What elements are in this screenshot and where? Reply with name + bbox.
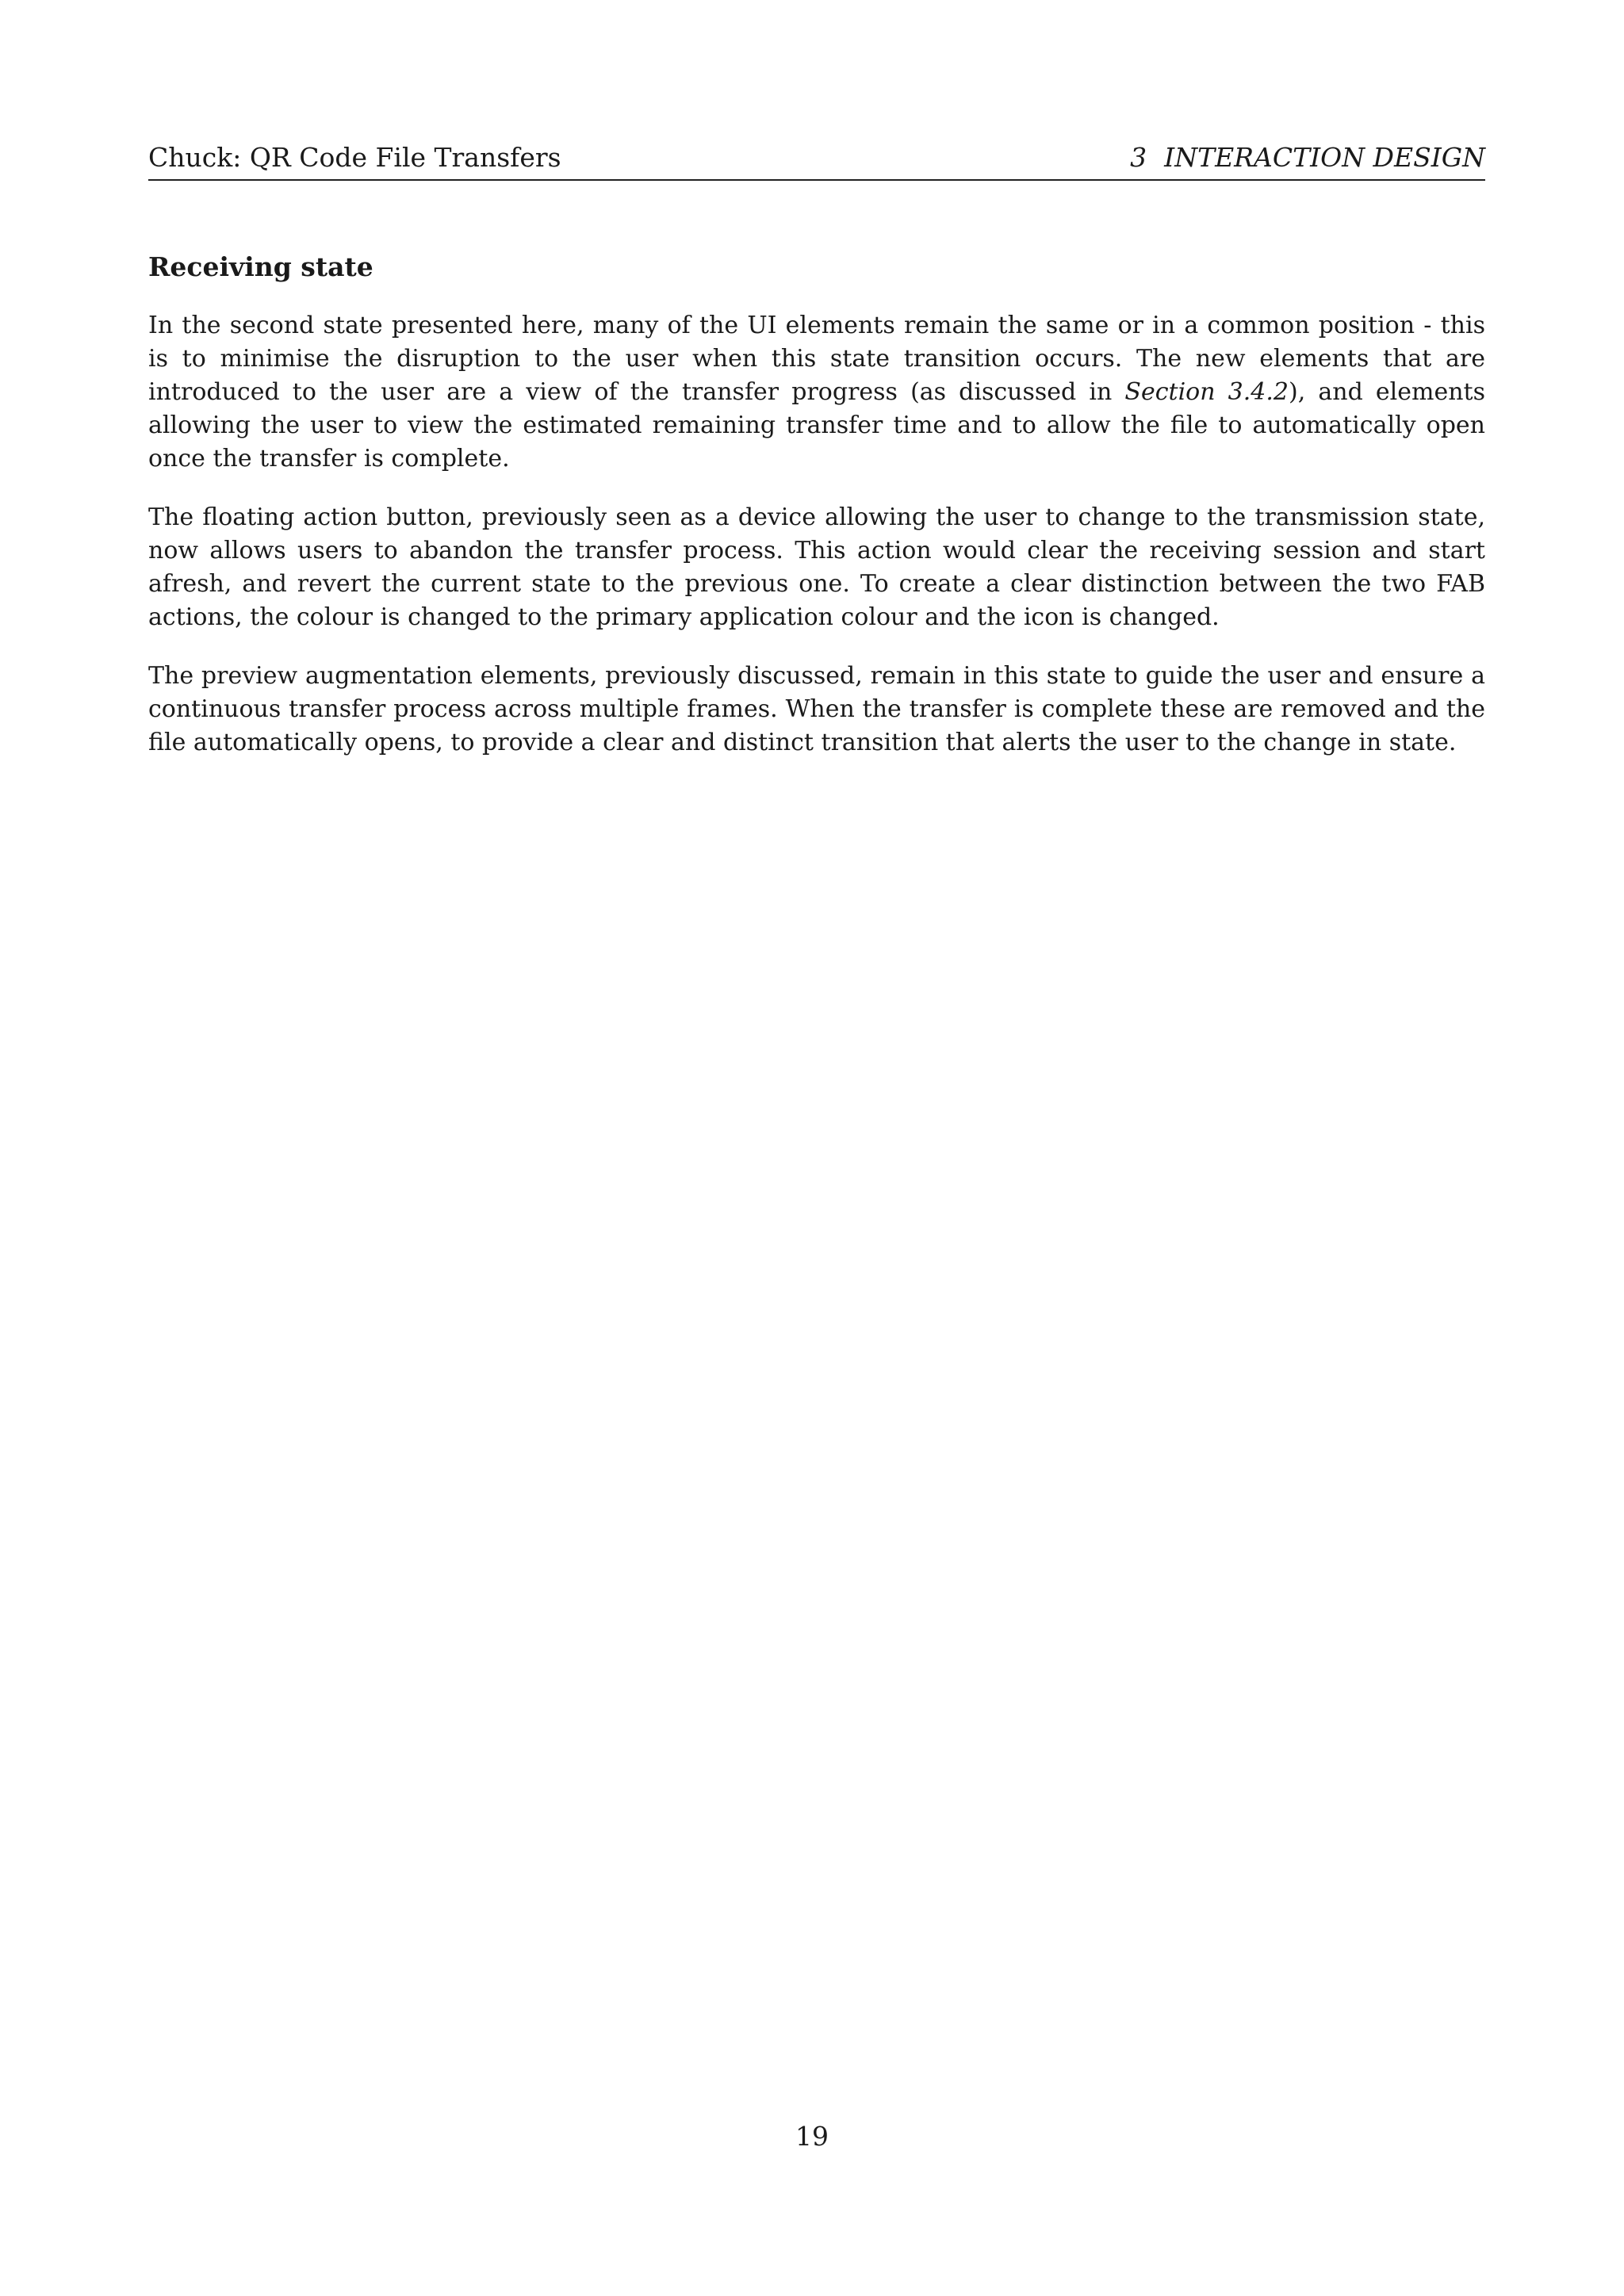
paragraph-1-text-start: In the second state presented here, many of the UI elements remain the same or in a common position - this is to minimise the disruption to the user when this state transition occurs. The new elements that are introduced to the user are a view of the transfer progress (as discussed in (148, 312, 1485, 406)
paragraph-2: The floating action button, previously seen as a device allowing the user to change to the transmission state, now allows users to abandon the transfer process. This action would clear the receiving session and start afresh, and revert the current state to the previous one. To create a clear distinction between the two FAB actions, the colour is changed to the primary application colour and the icon is changed. (148, 503, 1485, 631)
paragraph-3: The preview augmentation elements, previously discussed, remain in this state to guide the user and ensure a continuous transfer process across multiple frames. When the transfer is complete these are removed and the file automatically opens, to provide a clear and distinct transition that alerts the user to the change in state. (148, 662, 1485, 756)
header-section (1130, 140, 1485, 176)
header-document-title: Chuck: QR Code File Transfers (148, 142, 561, 173)
section-reference: Section 3.4.2 (1124, 378, 1289, 406)
header-section-number: 3 (1130, 142, 1147, 173)
page-number: 19 (795, 2121, 829, 2152)
running-header (148, 140, 1485, 181)
paragraph-1 (148, 309, 1485, 476)
paragraph-1-text-end: ), and elements allowing the user to view the estimated remaining transfer time and to allow the file to automatically open once the transfer is complete. (148, 378, 1486, 473)
section-heading: Receiving state (148, 251, 373, 282)
header-section-title: INTERACTION DESIGN (1164, 142, 1485, 173)
